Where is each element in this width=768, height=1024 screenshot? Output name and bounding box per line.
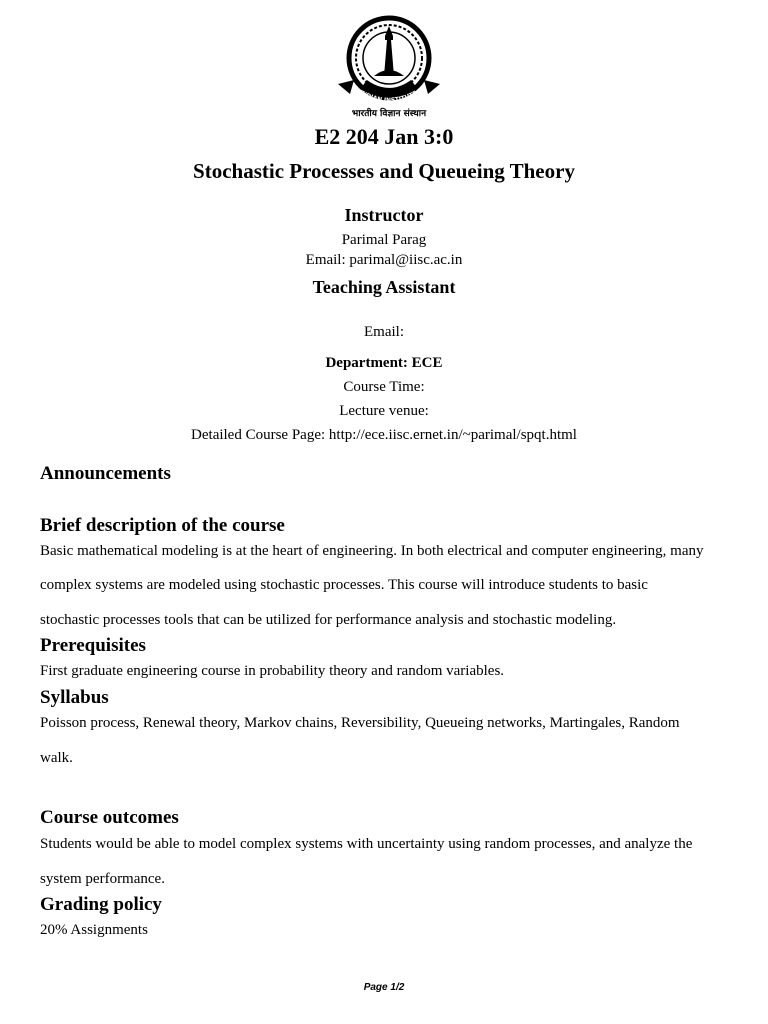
course-page-link[interactable]: Detailed Course Page: http://ece.iisc.ernet.in/~parimal/spqt.html bbox=[191, 427, 577, 443]
iisc-logo bbox=[330, 14, 448, 120]
prerequisites-heading: Prerequisites bbox=[40, 635, 146, 656]
outcomes-line-1: Students would be able to model complex systems with uncertainty using random processes, and analyze the bbox=[40, 836, 693, 852]
syllabus-heading: Syllabus bbox=[40, 687, 109, 708]
outcomes-heading: Course outcomes bbox=[40, 807, 179, 828]
ta-heading: Teaching Assistant bbox=[312, 277, 456, 297]
grading-heading: Grading policy bbox=[40, 894, 162, 915]
outcomes-line-2: system performance. bbox=[40, 871, 165, 887]
course-code: E2 204 Jan 3:0 bbox=[314, 124, 454, 149]
announcements-heading: Announcements bbox=[40, 463, 171, 484]
instructor-email: Email: parimal@iisc.ac.in bbox=[305, 252, 463, 268]
logo-hindi-text: भारतीय विज्ञान संस्थान bbox=[351, 109, 427, 119]
ta-email: Email: bbox=[364, 324, 404, 340]
syllabus-line-1: Poisson process, Renewal theory, Markov chains, Reversibility, Queueing networks, Martingales, Random bbox=[40, 715, 680, 731]
logo-arc-text: INDIAN INSTITUTE O bbox=[358, 86, 425, 105]
lecture-venue: Lecture venue: bbox=[339, 403, 429, 419]
grading-line-1: 20% Assignments bbox=[40, 922, 148, 938]
department: Department: ECE bbox=[325, 355, 443, 371]
brief-line-2: complex systems are modeled using stochastic processes. This course will introduce students to basic bbox=[40, 577, 648, 593]
instructor-name: Parimal Parag bbox=[341, 232, 427, 248]
prerequisites-text: First graduate engineering course in probability theory and random variables. bbox=[40, 663, 505, 679]
syllabus-line-2: walk. bbox=[40, 750, 73, 766]
course-time: Course Time: bbox=[343, 379, 425, 395]
page-number: Page 1/2 bbox=[363, 982, 405, 993]
brief-heading: Brief description of the course bbox=[40, 515, 285, 536]
brief-line-1: Basic mathematical modeling is at the heart of engineering. In both electrical and computer engineering, many bbox=[40, 543, 704, 559]
instructor-heading: Instructor bbox=[344, 205, 424, 225]
course-title: Stochastic Processes and Queueing Theory bbox=[193, 159, 575, 183]
brief-line-3: stochastic processes tools that can be utilized for performance analysis and stochastic modeling. bbox=[40, 612, 617, 628]
